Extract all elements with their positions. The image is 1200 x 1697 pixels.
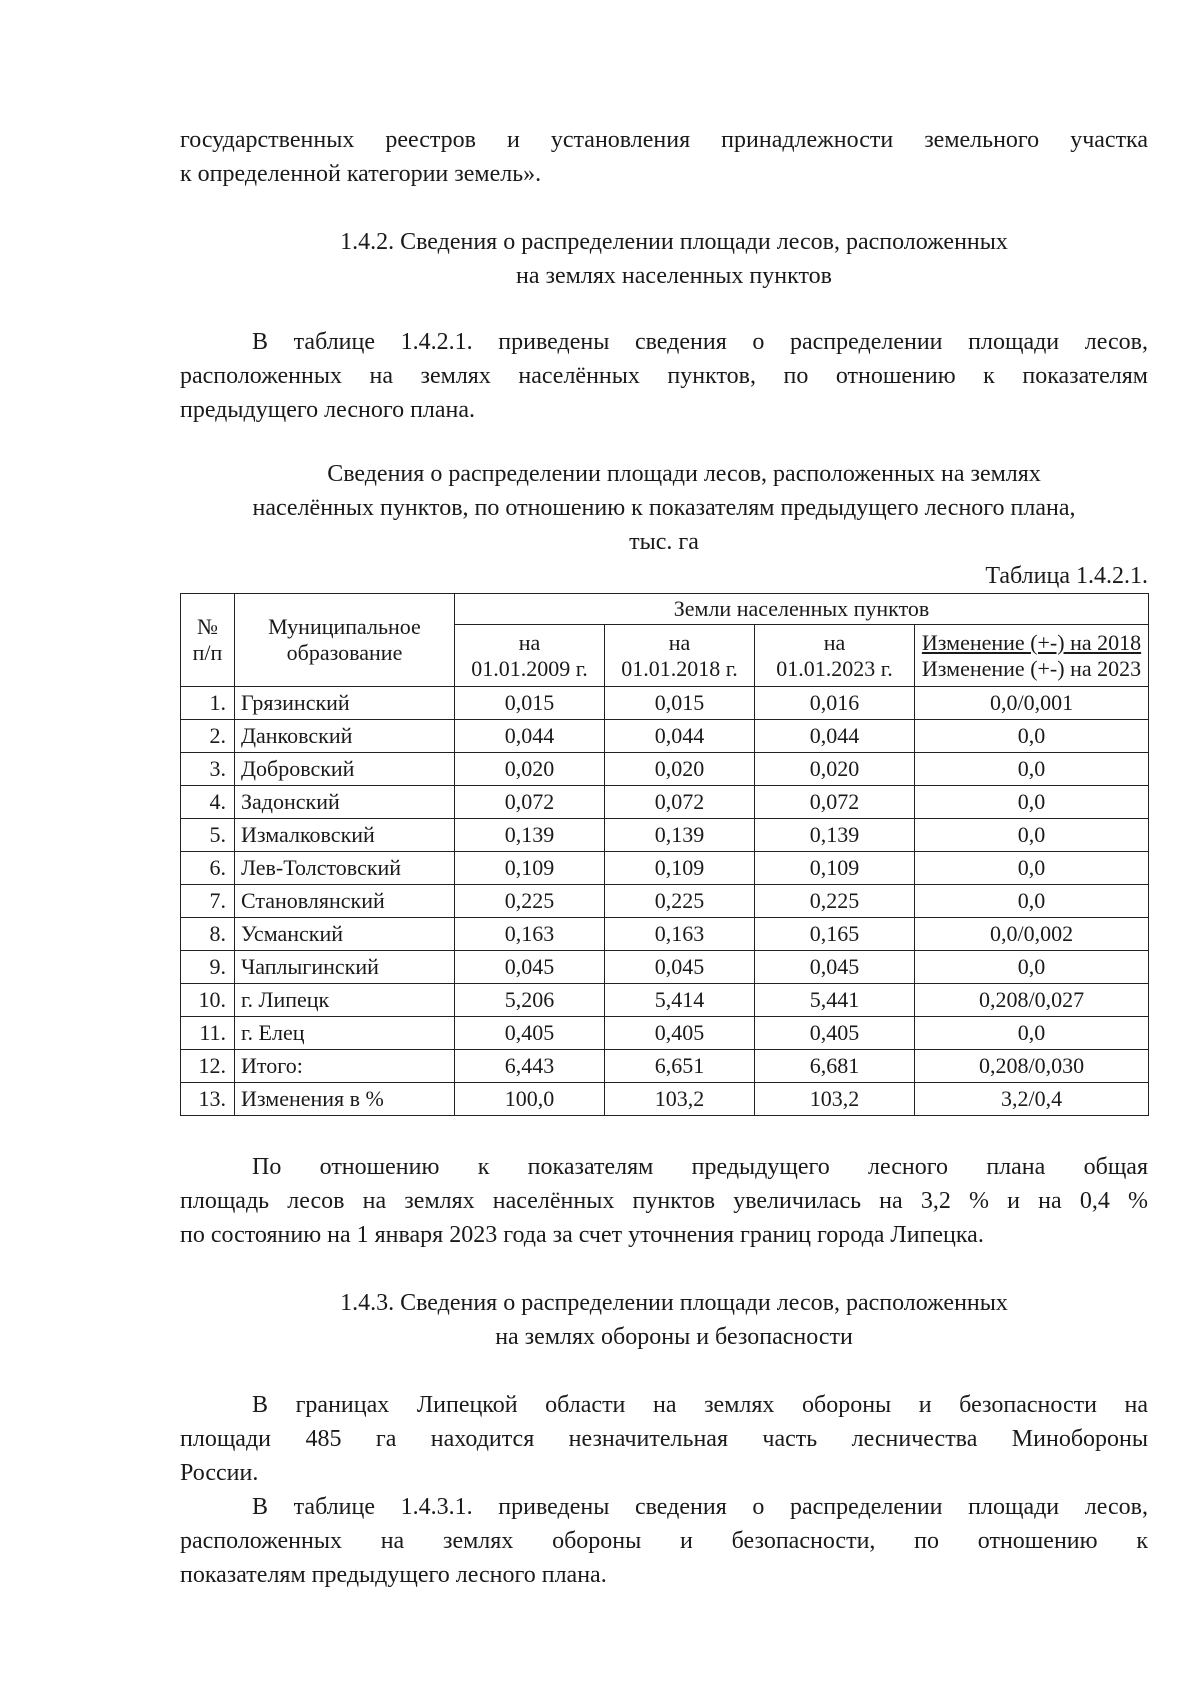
paragraph-line: расположенных на землях обороны и безопасности, по отношению к	[180, 1528, 1148, 1554]
row-municipality: Задонский	[235, 786, 455, 819]
row-municipality: Измалковский	[235, 819, 455, 852]
row-change: 0,0	[915, 852, 1149, 885]
row-value-2009: 0,072	[455, 786, 605, 819]
table-row	[181, 852, 1149, 885]
row-number: 5.	[181, 819, 235, 852]
row-number: 1.	[181, 687, 235, 720]
table-row	[181, 984, 1149, 1017]
section-heading-1-4-3	[180, 1286, 1148, 1354]
row-municipality: Добровский	[235, 753, 455, 786]
paragraph-line: показателям предыдущего лесного плана.	[180, 1562, 607, 1588]
row-change: 0,0	[915, 786, 1149, 819]
row-municipality: Изменения в %	[235, 1083, 455, 1116]
heading-line: на землях населенных пунктов	[516, 263, 832, 289]
table-row	[181, 786, 1149, 819]
table-row	[181, 951, 1149, 984]
table-row	[181, 819, 1149, 852]
row-value-2009: 0,405	[455, 1017, 605, 1050]
row-number: 11.	[181, 1017, 235, 1050]
paragraph-line: По отношению к показателям предыдущего лесного плана общая	[252, 1154, 1148, 1180]
row-value-2018: 6,651	[605, 1050, 755, 1083]
row-value-2009: 6,443	[455, 1050, 605, 1083]
row-value-2009: 0,225	[455, 885, 605, 918]
row-value-2018: 0,405	[605, 1017, 755, 1050]
header-2023: на 01.01.2023 г.	[755, 625, 915, 687]
row-value-2009: 0,020	[455, 753, 605, 786]
caption-line: Сведения о распределении площади лесов, расположенных на землях	[327, 461, 1041, 487]
row-value-2018: 0,163	[605, 918, 755, 951]
paragraph-line: России.	[180, 1460, 259, 1486]
row-value-2023: 0,165	[755, 918, 915, 951]
heading-line: 1.4.2. Сведения о распределении площади лесов, расположенных	[340, 229, 1008, 255]
row-value-2009: 0,139	[455, 819, 605, 852]
header-change: Изменение (+-) на 2018 Изменение (+-) на 2023	[915, 625, 1149, 687]
table-row	[181, 1017, 1149, 1050]
paragraph-line: площади 485 га находится незначительная часть лесничества Минобороны	[180, 1426, 1148, 1452]
paragraph-line: В границах Липецкой области на землях обороны и безопасности на	[252, 1392, 1148, 1418]
table-row	[181, 1050, 1149, 1083]
table-row	[181, 918, 1149, 951]
row-number: 12.	[181, 1050, 235, 1083]
row-municipality: г. Елец	[235, 1017, 455, 1050]
row-municipality: г. Липецк	[235, 984, 455, 1017]
header-number: № п/п	[181, 594, 235, 687]
section-heading-1-4-2	[180, 225, 1148, 293]
row-number: 13.	[181, 1083, 235, 1116]
row-value-2018: 0,045	[605, 951, 755, 984]
paragraph-line: площадь лесов на землях населённых пунктов увеличилась на 3,2 % и на 0,4 %	[180, 1188, 1148, 1214]
row-change: 0,0	[915, 885, 1149, 918]
row-municipality: Становлянский	[235, 885, 455, 918]
row-value-2023: 0,045	[755, 951, 915, 984]
heading-line: 1.4.3. Сведения о распределении площади лесов, расположенных	[340, 1290, 1008, 1316]
row-value-2009: 0,044	[455, 720, 605, 753]
row-value-2009: 5,206	[455, 984, 605, 1017]
row-change: 0,0	[915, 1017, 1149, 1050]
caption-line: тыс. га	[629, 529, 699, 555]
row-municipality: Лев-Толстовский	[235, 852, 455, 885]
paragraph-line: В таблице 1.4.2.1. приведены сведения о распределении площади лесов,	[252, 329, 1148, 355]
paragraph-line: В таблице 1.4.3.1. приведены сведения о распределении площади лесов,	[252, 1494, 1148, 1520]
intro-line: к определенной категории земель».	[180, 161, 542, 187]
row-number: 7.	[181, 885, 235, 918]
row-value-2018: 0,139	[605, 819, 755, 852]
heading-line: на землях обороны и безопасности	[495, 1324, 853, 1350]
row-number: 8.	[181, 918, 235, 951]
table-row	[181, 885, 1149, 918]
row-value-2023: 103,2	[755, 1083, 915, 1116]
row-municipality: Чаплыгинский	[235, 951, 455, 984]
header-2018: на 01.01.2018 г.	[605, 625, 755, 687]
table-label: Таблица 1.4.2.1.	[985, 563, 1148, 589]
row-value-2009: 0,163	[455, 918, 605, 951]
row-number: 10.	[181, 984, 235, 1017]
row-value-2023: 0,044	[755, 720, 915, 753]
row-change: 0,208/0,030	[915, 1050, 1149, 1083]
row-value-2018: 0,015	[605, 687, 755, 720]
row-value-2018: 0,044	[605, 720, 755, 753]
row-number: 9.	[181, 951, 235, 984]
row-value-2023: 0,405	[755, 1017, 915, 1050]
row-value-2018: 0,109	[605, 852, 755, 885]
row-number: 6.	[181, 852, 235, 885]
header-2009: на 01.01.2009 г.	[455, 625, 605, 687]
row-number: 2.	[181, 720, 235, 753]
table-row	[181, 753, 1149, 786]
intro-paragraph	[180, 123, 1148, 191]
row-change: 0,0/0,001	[915, 687, 1149, 720]
row-number: 3.	[181, 753, 235, 786]
row-value-2023: 5,441	[755, 984, 915, 1017]
row-value-2023: 6,681	[755, 1050, 915, 1083]
row-value-2023: 0,109	[755, 852, 915, 885]
row-value-2018: 0,020	[605, 753, 755, 786]
row-value-2018: 5,414	[605, 984, 755, 1017]
row-change: 0,208/0,027	[915, 984, 1149, 1017]
row-value-2009: 100,0	[455, 1083, 605, 1116]
row-value-2023: 0,016	[755, 687, 915, 720]
row-municipality: Усманский	[235, 918, 455, 951]
row-change: 3,2/0,4	[915, 1083, 1149, 1116]
row-municipality: Грязинский	[235, 687, 455, 720]
paragraph-line: по состоянию на 1 января 2023 года за счет уточнения границ города Липецка.	[180, 1222, 984, 1248]
row-change: 0,0	[915, 720, 1149, 753]
intro-line: государственных реестров и установления принадлежности земельного участка	[180, 127, 1148, 153]
row-value-2023: 0,020	[755, 753, 915, 786]
row-value-2023: 0,072	[755, 786, 915, 819]
document-page	[180, 123, 1148, 1592]
row-value-2023: 0,225	[755, 885, 915, 918]
row-value-2009: 0,109	[455, 852, 605, 885]
header-group: Земли населенных пунктов	[455, 594, 1149, 625]
row-municipality: Итого:	[235, 1050, 455, 1083]
row-value-2023: 0,139	[755, 819, 915, 852]
row-number: 4.	[181, 786, 235, 819]
table-row	[181, 1083, 1149, 1116]
row-value-2018: 103,2	[605, 1083, 755, 1116]
row-change: 0,0	[915, 753, 1149, 786]
row-municipality: Данковский	[235, 720, 455, 753]
paragraph-table-1-4-3-1	[180, 1490, 1148, 1592]
row-change: 0,0/0,002	[915, 918, 1149, 951]
caption-line: населённых пунктов, по отношению к показателям предыдущего лесного плана,	[252, 495, 1076, 521]
paragraph-line: расположенных на землях населённых пунктов, по отношению к показателям	[180, 363, 1148, 389]
paragraph-defense-lands	[180, 1388, 1148, 1490]
table-row	[181, 687, 1149, 720]
table-caption	[180, 457, 1148, 559]
paragraph-table-intro	[180, 325, 1148, 427]
paragraph-conclusion	[180, 1150, 1148, 1252]
row-value-2018: 0,072	[605, 786, 755, 819]
row-value-2018: 0,225	[605, 885, 755, 918]
row-change: 0,0	[915, 951, 1149, 984]
row-change: 0,0	[915, 819, 1149, 852]
table-row	[181, 720, 1149, 753]
header-municipality: Муниципальное образование	[235, 594, 455, 687]
row-value-2009: 0,015	[455, 687, 605, 720]
forest-area-table	[180, 593, 1149, 1116]
row-value-2009: 0,045	[455, 951, 605, 984]
paragraph-line: предыдущего лесного плана.	[180, 397, 476, 423]
